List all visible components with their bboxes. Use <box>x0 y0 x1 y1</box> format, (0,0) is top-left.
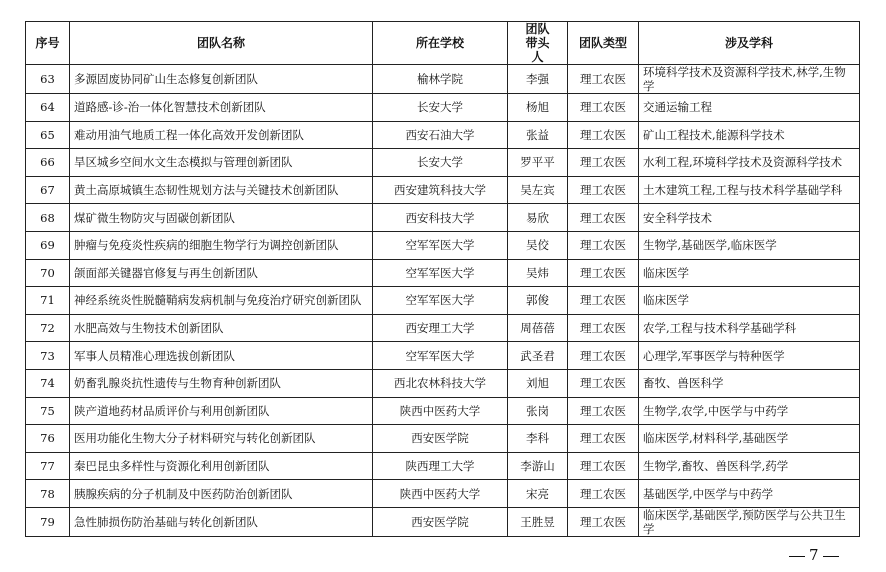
cell-school: 空军军医大学 <box>373 259 508 287</box>
header-school: 所在学校 <box>373 22 508 65</box>
cell-team-name: 胰腺疾病的分子机制及中医药防治创新团队 <box>70 480 373 508</box>
cell-seq: 75 <box>26 397 70 425</box>
table-row <box>26 259 860 287</box>
cell-seq: 71 <box>26 287 70 315</box>
table-row <box>26 121 860 149</box>
cell-team-type: 理工农医 <box>568 176 639 204</box>
cell-subject: 环境科学技术及资源科学技术,林学,生物学 <box>639 65 860 94</box>
table-row <box>26 94 860 122</box>
cell-leader: 宋亮 <box>508 480 568 508</box>
cell-seq: 79 <box>26 507 70 536</box>
table-row <box>26 507 860 536</box>
cell-team-type: 理工农医 <box>568 369 639 397</box>
cell-school: 空军军医大学 <box>373 342 508 370</box>
table-row <box>26 425 860 453</box>
cell-team-name: 奶畜乳腺炎抗性遗传与生物育种创新团队 <box>70 369 373 397</box>
cell-subject: 基础医学,中医学与中药学 <box>639 480 860 508</box>
cell-school: 西安医学院 <box>373 425 508 453</box>
cell-team-name: 水肥高效与生物技术创新团队 <box>70 314 373 342</box>
cell-leader: 杨旭 <box>508 94 568 122</box>
cell-team-name: 肿瘤与免疫炎性疾病的细胞生物学行为调控创新团队 <box>70 231 373 259</box>
cell-leader: 张益 <box>508 121 568 149</box>
cell-team-type: 理工农医 <box>568 65 639 94</box>
cell-team-name: 医用功能化生物大分子材料研究与转化创新团队 <box>70 425 373 453</box>
table-row <box>26 176 860 204</box>
cell-team-name: 颌面部关键器官修复与再生创新团队 <box>70 259 373 287</box>
cell-school: 西安理工大学 <box>373 314 508 342</box>
cell-subject: 安全科学技术 <box>639 204 860 232</box>
cell-team-name: 陕产道地药材品质评价与利用创新团队 <box>70 397 373 425</box>
cell-leader: 罗平平 <box>508 149 568 177</box>
cell-team-name: 旱区城乡空间水文生态模拟与管理创新团队 <box>70 149 373 177</box>
cell-team-type: 理工农医 <box>568 94 639 122</box>
cell-team-name: 神经系统炎性脱髓鞘病发病机制与免疫治疗研究创新团队 <box>70 287 373 315</box>
page-number-value: 7 <box>809 546 819 564</box>
cell-team-name: 道路感-诊-治一体化智慧技术创新团队 <box>70 94 373 122</box>
cell-school: 陕西中医药大学 <box>373 397 508 425</box>
cell-leader: 吴佼 <box>508 231 568 259</box>
table-row <box>26 342 860 370</box>
cell-school: 陕西理工大学 <box>373 452 508 480</box>
cell-school: 陕西中医药大学 <box>373 480 508 508</box>
cell-leader: 吴左宾 <box>508 176 568 204</box>
cell-team-type: 理工农医 <box>568 507 639 536</box>
table-row <box>26 369 860 397</box>
table-row <box>26 452 860 480</box>
cell-team-name: 军事人员精准心理选拔创新团队 <box>70 342 373 370</box>
cell-seq: 67 <box>26 176 70 204</box>
page-dash-right <box>823 556 839 557</box>
cell-seq: 66 <box>26 149 70 177</box>
cell-subject: 生物学,畜牧、兽医科学,药学 <box>639 452 860 480</box>
cell-leader: 王胜昱 <box>508 507 568 536</box>
cell-school: 西安医学院 <box>373 507 508 536</box>
cell-leader: 李科 <box>508 425 568 453</box>
cell-leader: 周蓓蓓 <box>508 314 568 342</box>
cell-seq: 72 <box>26 314 70 342</box>
cell-leader: 李强 <box>508 65 568 94</box>
cell-team-type: 理工农医 <box>568 259 639 287</box>
cell-school: 西安科技大学 <box>373 204 508 232</box>
table-header-row <box>26 22 860 65</box>
table-row <box>26 149 860 177</box>
cell-leader: 张岗 <box>508 397 568 425</box>
cell-school: 空军军医大学 <box>373 287 508 315</box>
cell-team-name: 黄土高原城镇生态韧性规划方法与关键技术创新团队 <box>70 176 373 204</box>
cell-subject: 生物学,农学,中医学与中药学 <box>639 397 860 425</box>
table-row <box>26 397 860 425</box>
page-dash-left <box>789 556 805 557</box>
cell-seq: 64 <box>26 94 70 122</box>
cell-leader: 吴炜 <box>508 259 568 287</box>
cell-team-type: 理工农医 <box>568 452 639 480</box>
cell-team-type: 理工农医 <box>568 425 639 453</box>
cell-leader: 易欣 <box>508 204 568 232</box>
cell-team-type: 理工农医 <box>568 314 639 342</box>
cell-school: 空军军医大学 <box>373 231 508 259</box>
cell-leader: 武圣君 <box>508 342 568 370</box>
cell-school: 长安大学 <box>373 149 508 177</box>
cell-seq: 74 <box>26 369 70 397</box>
page-number <box>785 546 843 564</box>
cell-team-name: 秦巴昆虫多样性与资源化利用创新团队 <box>70 452 373 480</box>
cell-leader: 李游山 <box>508 452 568 480</box>
teams-table <box>25 21 860 537</box>
cell-seq: 68 <box>26 204 70 232</box>
cell-seq: 65 <box>26 121 70 149</box>
cell-subject: 交通运输工程 <box>639 94 860 122</box>
cell-team-name: 难动用油气地质工程一体化高效开发创新团队 <box>70 121 373 149</box>
cell-subject: 矿山工程技术,能源科学技术 <box>639 121 860 149</box>
cell-subject: 临床医学 <box>639 287 860 315</box>
cell-seq: 73 <box>26 342 70 370</box>
table-row <box>26 287 860 315</box>
cell-team-type: 理工农医 <box>568 149 639 177</box>
cell-team-name: 煤矿微生物防灾与固碳创新团队 <box>70 204 373 232</box>
cell-subject: 土木建筑工程,工程与技术科学基础学科 <box>639 176 860 204</box>
header-team-type: 团队类型 <box>568 22 639 65</box>
cell-team-type: 理工农医 <box>568 287 639 315</box>
header-team-name: 团队名称 <box>70 22 373 65</box>
cell-subject: 农学,工程与技术科学基础学科 <box>639 314 860 342</box>
cell-team-name: 急性肺损伤防治基础与转化创新团队 <box>70 507 373 536</box>
cell-school: 长安大学 <box>373 94 508 122</box>
cell-school: 榆林学院 <box>373 65 508 94</box>
table-row <box>26 480 860 508</box>
cell-subject: 水利工程,环境科学技术及资源科学技术 <box>639 149 860 177</box>
cell-team-type: 理工农医 <box>568 480 639 508</box>
cell-seq: 70 <box>26 259 70 287</box>
cell-leader: 郭俊 <box>508 287 568 315</box>
cell-team-type: 理工农医 <box>568 342 639 370</box>
cell-seq: 78 <box>26 480 70 508</box>
table-row <box>26 204 860 232</box>
header-subject: 涉及学科 <box>639 22 860 65</box>
cell-subject: 畜牧、兽医科学 <box>639 369 860 397</box>
header-seq: 序号 <box>26 22 70 65</box>
cell-subject: 临床医学,材料科学,基础医学 <box>639 425 860 453</box>
table-row <box>26 231 860 259</box>
cell-team-type: 理工农医 <box>568 121 639 149</box>
cell-seq: 69 <box>26 231 70 259</box>
cell-school: 西北农林科技大学 <box>373 369 508 397</box>
cell-team-type: 理工农医 <box>568 204 639 232</box>
cell-school: 西安建筑科技大学 <box>373 176 508 204</box>
cell-subject: 临床医学,基础医学,预防医学与公共卫生学 <box>639 507 860 536</box>
cell-school: 西安石油大学 <box>373 121 508 149</box>
cell-seq: 63 <box>26 65 70 94</box>
cell-team-name: 多源固废协同矿山生态修复创新团队 <box>70 65 373 94</box>
cell-team-type: 理工农医 <box>568 231 639 259</box>
header-leader: 团队带头人 <box>508 22 568 65</box>
cell-subject: 生物学,基础医学,临床医学 <box>639 231 860 259</box>
cell-leader: 刘旭 <box>508 369 568 397</box>
table-row <box>26 314 860 342</box>
cell-subject: 心理学,军事医学与特种医学 <box>639 342 860 370</box>
cell-seq: 77 <box>26 452 70 480</box>
cell-seq: 76 <box>26 425 70 453</box>
cell-subject: 临床医学 <box>639 259 860 287</box>
cell-team-type: 理工农医 <box>568 397 639 425</box>
table-row <box>26 65 860 94</box>
